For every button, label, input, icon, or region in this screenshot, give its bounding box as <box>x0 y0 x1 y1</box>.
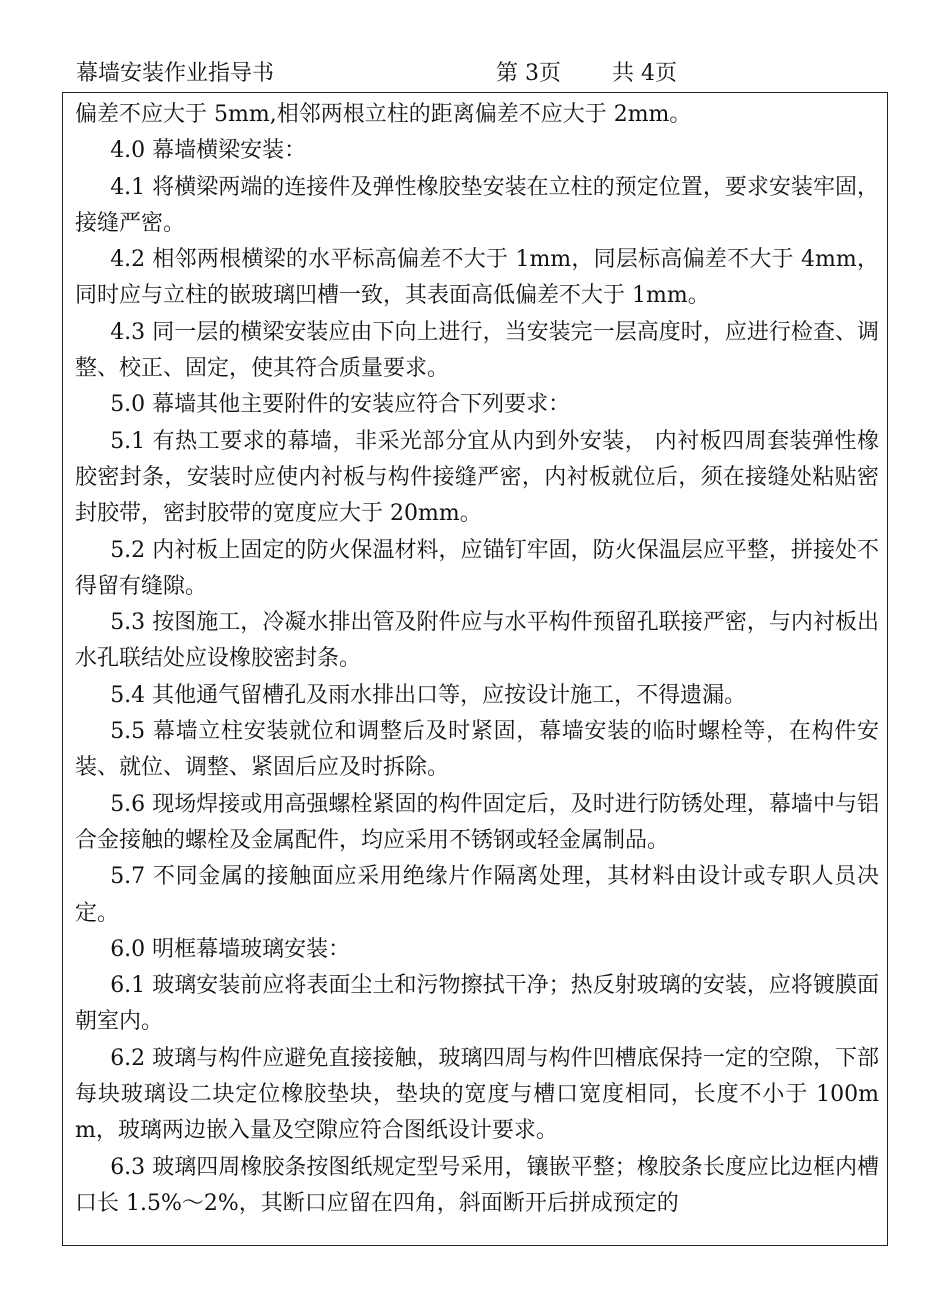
section-heading: 6.0 明框幕墙玻璃安装： <box>110 936 351 962</box>
page-header <box>76 54 896 94</box>
paragraph-continuation: 偏差不应大于 5mm,相邻两根立柱的距离偏差不应大于 2mm。 <box>75 102 692 127</box>
paragraph: 5.6 现场焊接或用高强螺栓紧固的构件固定后，及时进行防锈处理，幕墙中与铝合金接触的螺栓及金属配件，均应采用不锈钢或轻金属制品。 <box>75 791 879 853</box>
section-heading: 5.0 幕墙其他主要附件的安装应符合下列要求： <box>110 392 571 418</box>
paragraph: 5.1 有热工要求的幕墙，非采光部分宜从内到外安装， 内衬板四周套装弹性橡胶密封条，安装时应使内衬板与构件接缝严密，内衬板就位后，须在接缝处粘贴密封胶带，密封胶带的宽度应大于 20mm。 <box>75 428 879 527</box>
paragraph: 4.1 将横梁两端的连接件及弹性橡胶垫安装在立柱的预定位置，要求安装牢固，接缝严密。 <box>75 174 879 236</box>
paragraph: 4.3 同一层的横梁安装应由下向上进行，当安装完一层高度时，应进行检查、调整、校正、固定，使其符合质量要求。 <box>75 319 879 382</box>
paragraph: 5.7 不同金属的接触面应采用绝缘片作隔离处理，其材料由设计或专职人员决定。 <box>75 864 879 926</box>
paragraph: 6.3 玻璃四周橡胶条按图纸规定型号采用，镶嵌平整；橡胶条长度应比边框内槽口长 1.5%～2%，其断口应留在四角，斜面断开后拼成预定的 <box>75 1154 879 1216</box>
page-number: 第 3页 <box>496 61 561 86</box>
paragraph: 5.2 内衬板上固定的防火保温材料，应锚钉牢固，防火保温层应平整，拼接处不得留有缝隙。 <box>75 537 879 599</box>
paragraph: 6.1 玻璃安装前应将表面尘土和污物擦拭干净；热反射玻璃的安装，应将镀膜面朝室内。 <box>75 973 879 1035</box>
document-body <box>75 97 879 1222</box>
paragraph: 5.3 按图施工，冷凝水排出管及附件应与水平构件预留孔联接严密，与内衬板出水孔联结处应设橡胶密封条。 <box>75 610 879 672</box>
page-total: 共 4页 <box>612 61 677 86</box>
section-heading: 4.0 幕墙横梁安装： <box>110 138 307 164</box>
paragraph: 6.2 玻璃与构件应避免直接接触，玻璃四周与构件凹槽底保持一定的空隙，下部每块玻璃设二块定位橡胶垫块，垫块的宽度与槽口宽度相同，长度不小于 100mm，玻璃两边嵌入量及空隙应符合图纸设计要求。 <box>75 1045 879 1144</box>
document-title: 幕墙安装作业指导书 <box>76 61 275 86</box>
paragraph: 5.4 其他通气留槽孔及雨水排出口等，应按设计施工，不得遗漏。 <box>110 682 747 708</box>
paragraph: 5.5 幕墙立柱安装就位和调整后及时紧固，幕墙安装的临时螺栓等，在构件安装、就位、调整、紧固后应及时拆除。 <box>75 719 879 781</box>
content-frame <box>62 92 888 1246</box>
paragraph: 4.2 相邻两根横梁的水平标高偏差不大于 1mm，同层标高偏差不大于 4mm，同时应与立柱的嵌玻璃凹槽一致，其表面高低偏差不大于 1mm。 <box>75 247 879 309</box>
